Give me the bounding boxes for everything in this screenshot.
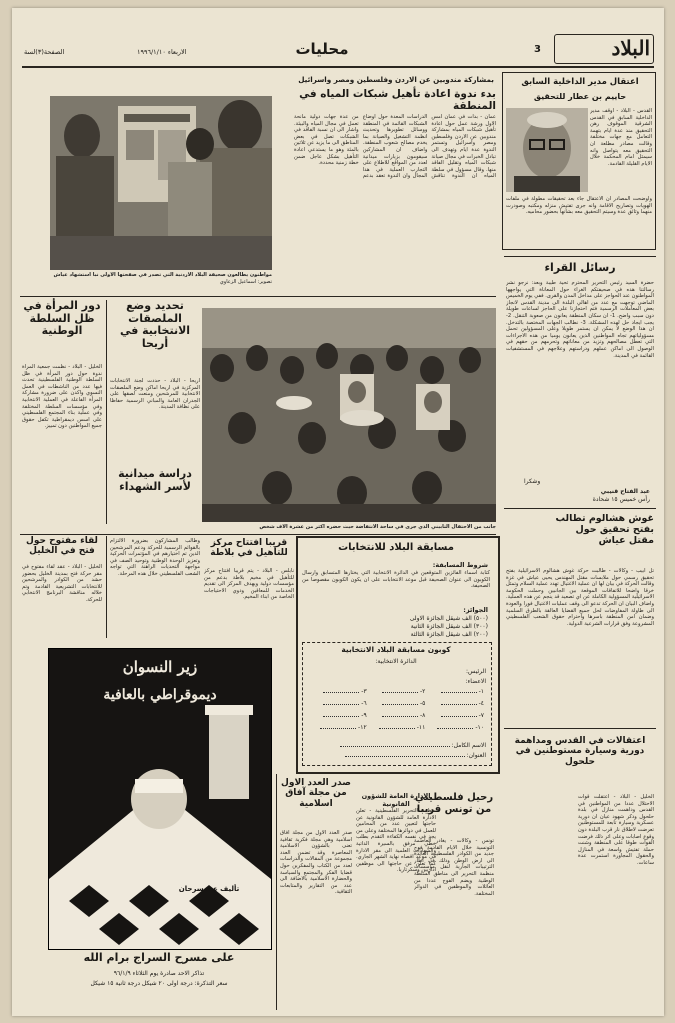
- masthead-title: البلاد: [611, 36, 650, 60]
- coupon-slot[interactable]: ١٢-: [308, 724, 367, 736]
- coupon-number-grid: [308, 688, 484, 740]
- crowd-photo-caption: جانب من الاحتفال التأبيني الذي جرى في ساحة الانتفاضة حيث حضره اكثر من عشرة آلاف شخص: [259, 524, 496, 530]
- center-body: نابلس - البلاد - يتم قريبا افتتاح مركز للتأهيل في مخيم بلاطة بدعم من مؤسسات دولية ويهدف المركز الى تقديم الخدمات للمعاقين وذوي الاحتياجات الخاصة من ابناء المخيم.: [204, 568, 294, 601]
- portrait-photo: [506, 108, 588, 192]
- contest-conditions-body: كتابة اسماء الفائزين المتوقعين في الدائرة الانتخابية التي يختارها المتسابق وارسال الكوبون الى عنوان الصحيفة قبل موعد الانتخابات على ان يكون الكوبون مقصوصا من الصحيفة.: [302, 570, 490, 590]
- col-rule-2: [106, 536, 107, 638]
- women-role-body: الخليل - البلاد - نظمت جمعية المرأة ندوة حول دور المرأة في ظل السلطة الوطنية الفلسطينية تحدث فيها عدد من الناشطات في العمل النسوي واكدن على ضرورة مشاركة المرأة الفاعلة في العملية الانتخابية وفي مؤسسات السلطة المختلفة وفي عملية بناء المجتمع الفلسطيني على اسس ديمقراطية تكفل حقوق جميع المواطنين دون تمييز.: [22, 364, 102, 430]
- page-number: 3: [534, 44, 541, 55]
- coupon-slot[interactable]: ٣-: [308, 688, 367, 700]
- notice-title: الادارة العامة للشؤون القانونية: [361, 792, 431, 808]
- mid-rule: [20, 296, 496, 297]
- main-headline: بدء ندوة اعادة تأهيل شبكات المياه في المنطقة: [299, 88, 496, 113]
- page-label: الصفحة(٣)لسة: [24, 48, 65, 56]
- coupon-slot[interactable]: ٥-: [367, 700, 426, 712]
- col-rule-1: [106, 300, 107, 524]
- coupon-name-field[interactable]: الاسم الكامل:: [340, 742, 486, 749]
- arrest-body-bottom: واوضحت المصادر ان الاعتقال جاء بعد تحقيقات مطولة في ملفات الهويات وتصاريح الاقامة وانه جرى تفتيش منزله ومكتبه وصودرت منهما وثائق عدة وسيتم التحقيق معه بشأنها بحضور محاميه.: [506, 196, 652, 216]
- coupon-slot[interactable]: ٩-: [308, 712, 367, 724]
- ayyash-body: تل ابيب - وكالات - طالبت حركة غوش هشالوم الاسرائيلية بفتح تحقيق رسمي حول ملابسات مقتل المهندس يحيى عياش في غزة وقالت الحركة في بيان لها ان عملية الاغتيال تهدد عملية السلام وتمثل خرقا واضحا للاتفاقات الموقعة بين الجانبين وحملت الحكومة الاسرائيلية المسؤولية الكاملة عن اي تصعيد قد ينجم عن هذه العملية. واضاف البيان ان الحركة تدعو الى وقف عمليات الاغتيال فورا والعودة الى طاولة المفاوضات لحل جميع القضايا العالقة بالطرق السلمية وضمان امن المنطقة باسرها واحترام حقوق الشعب الفلسطيني المشروعة وفق قرارات الشرعية الدولية.: [506, 568, 654, 627]
- right-rule-3: [504, 728, 656, 729]
- ad-author: تأليف عبد سرحان: [178, 885, 240, 893]
- kicker: بمشاركة مندوبين عن الاردن وفلسطين ومصر واسرائيل: [298, 75, 494, 84]
- coupon-title: كوبون مسابقة البلاد الانتخابية: [341, 645, 451, 654]
- coupon-slot[interactable]: ١٠-: [425, 724, 484, 736]
- main-story-body: عمان - بدأت في عمان امس الاول ورشة عمل حول اعادة تأهيل شبكات المياه بمشاركة مندوبين عن الاردن وفلسطين ومصر واسرائيل وتستمر الندوة عدة ايام وتهدف الى تبادل الخبرات في مجال صيانة شبكات المياه وتقليل الفاقد منها. وقال مسؤول في سلطة المياه ان الندوة تناقش الدراسات المعدة حول اوضاع الشبكات القائمة في المنطقة ووسائل تطويرها وتحديث انظمة التشغيل والصيانة بما يخدم مصالح شعوب المنطقة. واضاف ان المشاركين سيقومون بزيارات ميدانية لعدد من المواقع للاطلاع على التجارب العملية في هذا المجال وان الندوة تعقد بدعم من عدة جهات دولية مانحة تعمل في مجال المياه والبيئة. واشار الى ان نسبة الفاقد في الشبكات تصل في بعض المناطق الى ما يزيد عن ثلاثين بالمئة وهو ما يستدعي اعادة التأهيل بشكل عاجل ضمن خطة زمنية محددة.: [294, 114, 496, 180]
- hebron-headline: لقاء مفتوح حول فتح في الخليل: [26, 536, 98, 557]
- arrest-headline: اعتقال مدير الداخلية السابق: [521, 77, 639, 87]
- contest-prize-3: (٢٠٠) الف شيقل الجائزة الثالثة: [410, 631, 488, 638]
- martyrs-headline: دراسة ميدانية لأسر الشهداء: [118, 467, 192, 493]
- ad-footer-line-2: سعر التذكرة: درجة اولى ٢٠ شيكل درجة ثانية ١٥ شيكل: [90, 980, 228, 987]
- ad-title-1: زير النسوان: [122, 658, 198, 676]
- letters-signature-place: رأس خميس ١٥ شحادة: [592, 496, 650, 503]
- arrest-body-right: القدس - البلاد - اوقف مدير الداخلية السابق في القدس الشرقية الموقوف رهن التحقيق منذ عدة ايام بتهمة التعامل مع جهات مختلفة وقالت مصادر مطلعة ان التحقيق معه يتواصل وانه سيمثل امام المحكمة خلال الايام القليلة القادمة.: [590, 108, 652, 167]
- letters-title: رسائل القراء: [544, 261, 616, 274]
- theater-ad: [48, 648, 272, 950]
- masthead-rule: [22, 66, 654, 68]
- contest-prize-2: (٣٠٠) الف شيقل الجائزة الثانية: [410, 623, 488, 630]
- coupon-slot[interactable]: ٤-: [425, 700, 484, 712]
- newsstand-photo-credit: تصوير: اسماعيل الزعاوي: [219, 279, 272, 285]
- arrest-subheadline: حاييم بن عطار للتحقيق: [533, 92, 627, 101]
- ad-footer-line-1: تذاكر الاحد صادرة يوم الثلاثاء ٩٦/١/٩: [113, 970, 205, 977]
- palestinian-body: تونس - وكالات - يغادر العاصمة التونسية خلال الايام القادمة فوج جديد من الكوادر الفلسطينية العائدة الى ارض الوطن وذلك في اطار الترتيبات الجارية لنقل مؤسسات منظمة التحرير الى مناطق السلطة الوطنية ويضم الفوج عددا من العائلات والموظفين في الدوائر المختلفة.: [414, 838, 494, 897]
- masthead: [554, 34, 654, 64]
- coupon-slot[interactable]: ٦-: [308, 700, 367, 712]
- contest-title: مسابقة البلاد للانتخابات: [338, 542, 454, 553]
- women-role-headline: دور المرأة في ظل السلطة الوطنية: [23, 299, 101, 338]
- letters-thanks: وشكرا: [524, 478, 541, 485]
- newsstand-photo-caption: مواطنون يطالعون صحيفة البلاد الاردنية التي تصدر في صفحتها الاولى نبأ استشهاد عياش: [53, 272, 272, 278]
- coupon-slot[interactable]: ٢-: [367, 688, 426, 700]
- ad-footer-title: على مسرح السراج برام الله: [83, 951, 235, 964]
- hebron-body-2: وطالب المشاركون بضرورة الالتزام بالقوائم الرسمية للحركة ودعم المرشحين الذين تم اختيارهم في المؤتمرات الحركية وتعزيز الوحدة الوطنية وتوحيد الصف في مواجهة التحديات الراهنة التي تواجه الشعب الفلسطيني خلال هذه المرحلة.: [110, 538, 200, 577]
- magazine-body: صدر العدد الاول من مجلة افاق اسلامية وهي مجلة فكرية ثقافية تعنى بالشؤون الاسلامية المعاصرة وقد تضمن العدد مجموعة من المقالات والدراسات لعدد من الكتاب والمفكرين حول قضايا الفكر والمجتمع والسياسة والحضارة الاسلامية بالاضافة الى عدد من التقارير والمتابعات الثقافية.: [280, 830, 352, 896]
- posters-headline: تحديد وضع الملصقات الانتخابية في أريحا: [119, 299, 191, 350]
- coupon-slot[interactable]: ١١-: [367, 724, 426, 736]
- contest-prizes-title: الجوائز:: [463, 606, 488, 614]
- letters-rule: [504, 256, 656, 257]
- issue-date: الاربعاء ١٩٩٦/١/١٠: [137, 48, 187, 56]
- newsstand-photo: [50, 96, 272, 270]
- center-headline: قريبا افتتاح مركز للتأهيل في بلاطة: [210, 538, 288, 559]
- contest-prize-1: (٥٠٠) الف شيقل الجائزة الاولى: [409, 615, 488, 622]
- letters-signature-name: عبد الفتاح قنيبي: [600, 488, 650, 495]
- newspaper-page: [12, 8, 664, 1016]
- coupon-address-field[interactable]: العنوان:: [345, 752, 486, 759]
- ad-title-2: ديموقراطي بالعافية: [103, 687, 217, 703]
- coupon-slot[interactable]: ٨-: [367, 712, 426, 724]
- col-rule-3: [276, 774, 277, 1010]
- contest-top-rule: [20, 534, 496, 535]
- magazine-headline: صدر العدد الاول من مجلة آفاق اسلامية: [281, 778, 351, 809]
- coupon-slot[interactable]: ٧-: [425, 712, 484, 724]
- posters-body: اريحا - البلاد - حددت لجنة الانتخابات المركزية في اريحا اماكن وضع الملصقات الانتخابية للمرشحين ومنعت لصقها على الجدران العامة والمباني الرسمية حفاظا على نظافة المدينة.: [110, 378, 200, 411]
- arrests-headline: اعتقالات في القدس ومداهمة دورية وسيارة مستوطنين في حلحول: [514, 736, 646, 767]
- arrests-body: الخليل - البلاد - اعتقلت قوات الاحتلال عددا من المواطنين في القدس وداهمت منازل في بلدة حلحول وذكر شهود عيان ان دورية عسكرية وسيارة تابعة للمستوطنين تعرضت لاطلاق نار قرب البلدة دون وقوع اصابات وعلى اثر ذلك فرضت القوات طوقا على المنطقة وشنت حملة تفتيش واسعة في المنازل والحقول المجاورة استمرت عدة ساعات.: [578, 794, 654, 866]
- coupon-slot[interactable]: ١-: [425, 688, 484, 700]
- letters-body: حضرة السيد رئيس التحرير المحترم تحية طيبة وبعد: نرجو نشر رسالتنا هذه في صحيفتكم الغراء حول المعاناة التي يواجهها المواطنون عند الحواجز على مداخل المدن والقرى. ففي يوم الخميس الماضي توجهت مع عدد من اهالي البلدة الى مدينة القدس لانجاز بعض المعاملات الرسمية فتم احتجازنا على الحاجز لساعات طويلة دون سبب واضح. 1- ان سكان المنطقة يعانون من صعوبة التنقل. 2- يجب ايجاد حل لهذه المشكلة. 3- نطالب الجهات المختصة بالتدخل. ان هذا الوضع لا يمكن ان يستمر طويلا وعلى المسؤولين تحمل مسؤولياتهم تجاه المواطنين الذين يعانون يوميا من هذه الاجراءات التي تعطل مصالحهم وتزيد من معاناتهم وتحرمهم من حقهم في الوصول الى اماكن عملهم ودراستهم وعلاجهم في المستشفيات القائمة في المدينة.: [506, 280, 654, 359]
- section-title: محليات: [295, 40, 349, 58]
- ayyash-headline: غوش هشالوم تطالب بفتح تحقيق حول مقتل عياش: [555, 513, 654, 546]
- right-rule-2: [504, 508, 656, 509]
- contest-conditions-title: شروط المسابقة:: [432, 561, 488, 569]
- coupon-district-label: الدائرة الانتخابية:: [375, 658, 417, 665]
- coupon-president-label: الرئيس:: [466, 668, 486, 675]
- palestinian-headline: رحيل فلسطيني من تونس قريبا: [414, 792, 494, 815]
- notice-body: منظمة التحرير الفلسطينية - تعلن الادارة العامة للشؤون القانونية عن حاجتها لتعيين عدد من المحامين للعمل في دوائرها المختلفة وعلى من يجد في نفسه الكفاءة التقدم بطلب خطي مرفق بالسيرة الذاتية والشهادات العلمية الى مقر الادارة في موعد اقصاه نهاية الشهر الجاري. كما تعلن عن حاجتها الى موظفين اداريين وسكرتاريا.: [356, 808, 436, 874]
- coupon-members-label: الاعضاء:: [465, 678, 486, 685]
- crowd-photo: [202, 308, 496, 522]
- hebron-body: الخليل - البلاد - عقد لقاء مفتوح في مقر حركة فتح بمدينة الخليل بحضور حشد من الكوادر والمرشحين للانتخابات التشريعية القادمة وتم خلاله مناقشة البرنامج الانتخابي للحركة.: [22, 564, 102, 603]
